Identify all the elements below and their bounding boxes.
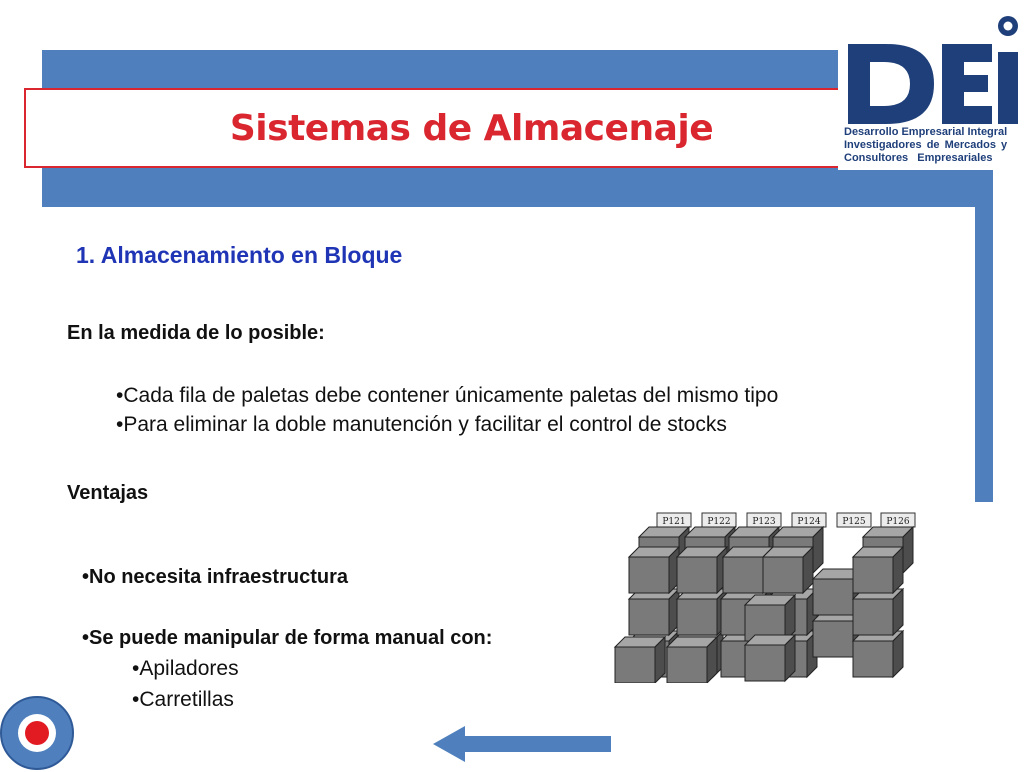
pallet-label: P122 <box>707 517 731 527</box>
logo-line-2: Investigadores de Mercados y <box>844 139 1008 151</box>
logo-line-3: Consultores Empresariales <box>844 152 993 164</box>
back-arrow-icon[interactable] <box>431 724 613 764</box>
title-box <box>24 88 919 168</box>
block-storage-illustration <box>607 505 922 683</box>
pallet-tag <box>702 513 736 527</box>
advantages-label: Ventajas <box>67 482 149 504</box>
logo-letters <box>846 14 1024 126</box>
intro-label: En la medida de lo posible: <box>67 322 325 344</box>
pallet-tag <box>657 513 691 527</box>
pallet-label: P121 <box>662 517 686 527</box>
advantage-item: •No necesita infraestructura <box>82 566 348 588</box>
pallet-label: P124 <box>797 517 821 527</box>
pallet-label: P126 <box>886 517 910 527</box>
pallet-tag <box>747 513 781 527</box>
point-item: •Para eliminar la doble manutención y facilitar el control de stocks <box>116 413 727 436</box>
slide-title: Sistemas de Almacenaje <box>229 107 714 149</box>
logo-line-1: Desarrollo Empresarial Integral <box>844 126 1008 138</box>
pallet-label: P125 <box>842 517 866 527</box>
record-circle-icon[interactable] <box>0 694 76 772</box>
sub-item: •Carretillas <box>132 688 234 711</box>
pallet-tag <box>792 513 826 527</box>
pallet-tag <box>837 513 871 527</box>
company-logo <box>838 0 1024 170</box>
point-item: •Cada fila de paletas debe contener únicamente paletas del mismo tipo <box>116 384 779 407</box>
sub-item: •Apiladores <box>132 657 239 680</box>
advantage-item: •Se puede manipular de forma manual con: <box>82 627 493 649</box>
pallet-label: P123 <box>752 517 776 527</box>
pallet-tag <box>881 513 915 527</box>
section-heading: 1. Almacenamiento en Bloque <box>76 242 403 268</box>
